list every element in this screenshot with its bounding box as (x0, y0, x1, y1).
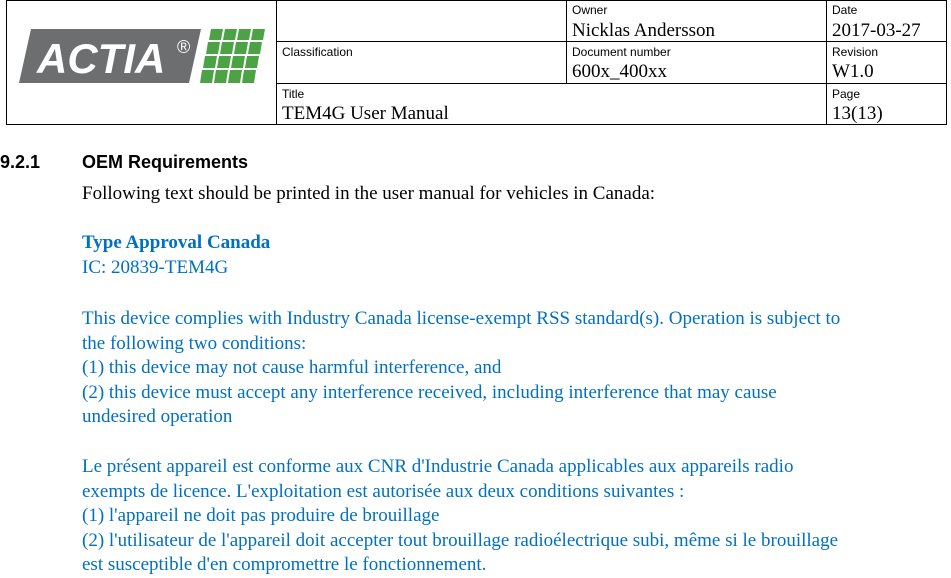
page-value: 13(13) (832, 103, 883, 124)
french-line: (2) l'utilisateur de l'appareil doit accepter tout brouillage radioélectrique subi, même si le brouillage (82, 529, 839, 551)
english-line: (2) this device must accept any interference received, including interference that may cause (82, 381, 777, 403)
section-number: 9.2.1 (0, 152, 41, 172)
title-label: Title (282, 87, 305, 101)
revision-label: Revision (832, 45, 879, 59)
approval-heading: Type Approval Canada (82, 232, 271, 253)
french-line: (1) l'appareil ne doit pas produire de brouillage (82, 505, 440, 526)
french-statement (82, 455, 944, 578)
french-line: est susceptible d'en compromettre le fonctionnement. (82, 554, 487, 575)
actia-logo (13, 27, 273, 85)
approval-ic: IC: 20839-TEM4G (82, 256, 229, 278)
document-header-table (6, 0, 947, 125)
english-line: (1) this device may not cause harmful interference, and (82, 357, 502, 378)
page-label: Page (832, 87, 861, 101)
document-number-value: 600x_400xx (572, 61, 667, 82)
date-value: 2017-03-27 (832, 20, 921, 41)
date-label: Date (832, 3, 858, 17)
revision-value: W1.0 (832, 61, 874, 82)
classification-label: Classification (282, 45, 353, 59)
english-line: the following two conditions: (82, 332, 307, 354)
approval-block (82, 231, 944, 280)
title-value: TEM4G User Manual (282, 103, 449, 124)
logo-text: ACTIA (37, 35, 166, 82)
english-statement (82, 307, 944, 430)
section-title: OEM Requirements (82, 152, 249, 172)
svg-text:®: ® (177, 37, 191, 57)
owner-label: Owner (572, 3, 608, 17)
french-line: exempts de licence. L'exploitation est autorisée aux deux conditions suivantes : (82, 480, 685, 502)
owner-value: Nicklas Andersson (572, 20, 716, 41)
english-line: This device complies with Industry Canada license-exempt RSS standard(s). Operation is subject to (82, 308, 841, 329)
english-line: undesired operation (82, 406, 233, 427)
french-line: Le présent appareil est conforme aux CNR d'Industrie Canada applicables aux appareils radio (82, 456, 794, 477)
document-number-label: Document number (572, 45, 671, 59)
intro-text: Following text should be printed in the user manual for vehicles in Canada: (82, 183, 656, 204)
intro-paragraph (82, 182, 944, 207)
